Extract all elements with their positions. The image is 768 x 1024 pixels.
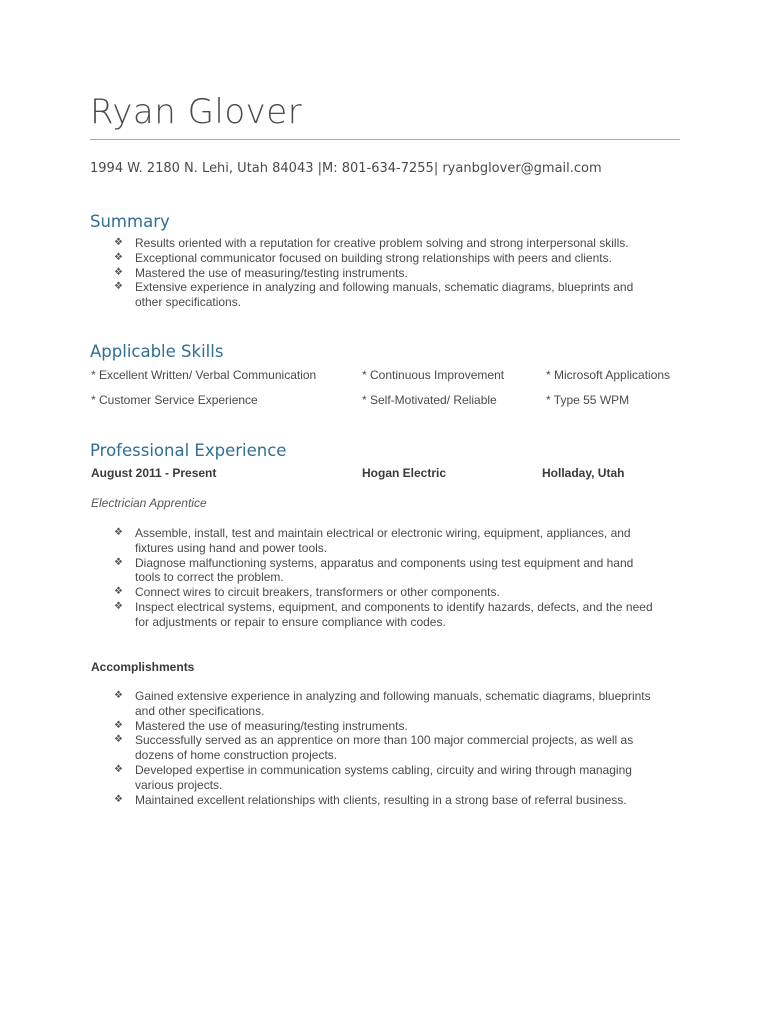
- diamond-bullet-icon: ❖: [114, 690, 123, 701]
- diamond-bullet-icon: ❖: [114, 793, 123, 805]
- diamond-bullet-icon: ❖: [114, 734, 123, 746]
- accomplishments-list: [114, 689, 651, 807]
- skill-item: * Excellent Written/ Verbal Communication: [91, 368, 317, 382]
- bullet-item: [114, 600, 653, 630]
- skill-item: * Self-Motivated/ Reliable: [362, 393, 497, 407]
- diamond-bullet-icon: ❖: [114, 600, 123, 612]
- diamond-bullet-icon: ❖: [114, 719, 123, 731]
- header-divider: [90, 139, 680, 140]
- skill-item: * Microsoft Applications: [546, 368, 671, 382]
- bullet-text-line: Extensive experience in analyzing and following manuals, schematic diagrams, blueprints and: [135, 280, 634, 295]
- duties-list: [114, 526, 653, 630]
- bullet-item: [114, 719, 651, 734]
- diamond-bullet-icon: ❖: [114, 266, 123, 278]
- bullet-item: [114, 266, 633, 281]
- bullet-text-line: Mastered the use of measuring/testing instruments.: [135, 718, 408, 733]
- bullet-item: [114, 763, 651, 793]
- bullet-text-line: Successfully served as an apprentice on more than 100 major commercial projects, as well as: [135, 733, 634, 748]
- diamond-bullet-icon: ❖: [114, 237, 123, 248]
- skill-item: * Type 55 WPM: [546, 393, 630, 407]
- bullet-text-line: Assemble, install, test and maintain electrical or electronic wiring, equipment, appliances, and: [135, 526, 631, 540]
- bullet-item: [114, 793, 651, 808]
- bullet-item: [114, 236, 633, 251]
- contact-line: 1994 W. 2180 N. Lehi, Utah 84043 |M: 801-634-7255| ryanbglover@gmail.com: [90, 161, 602, 176]
- bullet-item: [114, 585, 653, 600]
- bullet-text-line: Maintained excellent relationships with clients, resulting in a strong base of referral business.: [135, 792, 627, 807]
- bullet-text-line: Mastered the use of measuring/testing instruments.: [135, 265, 408, 280]
- bullet-text-line: Gained extensive experience in analyzing and following manuals, schematic diagrams, blueprints: [135, 689, 651, 703]
- bullet-text-line: Developed expertise in communication systems cabling, circuity and wiring through managing: [135, 762, 632, 777]
- bullet-text-line: Diagnose malfunctioning systems, apparatus and components using test equipment and hand: [135, 555, 634, 570]
- diamond-bullet-icon: ❖: [114, 556, 123, 568]
- bullet-item: [114, 556, 653, 586]
- bullet-item: [114, 689, 651, 719]
- bullet-text-line: Inspect electrical systems, equipment, and components to identify hazards, defects, and the need: [135, 599, 653, 614]
- skill-item: * Continuous Improvement: [362, 368, 505, 382]
- diamond-bullet-icon: ❖: [114, 251, 123, 263]
- job-company: Hogan Electric: [362, 466, 447, 480]
- job-title: Electrician Apprentice: [91, 496, 207, 510]
- job-location: Holladay, Utah: [542, 466, 625, 480]
- bullet-text-line: other specifications.: [135, 295, 242, 310]
- bullet-item: [114, 526, 653, 556]
- bullet-text-line: Results oriented with a reputation for creative problem solving and strong interpersonal skills.: [135, 236, 629, 250]
- bullet-item: [114, 733, 651, 763]
- bullet-text-line: tools to correct the problem.: [135, 570, 284, 585]
- job-dates: August 2011 - Present: [91, 466, 217, 480]
- bullet-text-line: dozens of home construction projects.: [135, 748, 338, 763]
- diamond-bullet-icon: ❖: [114, 763, 123, 775]
- skills-heading: Applicable Skills: [90, 342, 224, 361]
- skill-item: * Customer Service Experience: [91, 393, 258, 407]
- bullet-item: [114, 280, 633, 310]
- bullet-text-line: various projects.: [135, 777, 223, 792]
- bullet-text-line: Exceptional communicator focused on building strong relationships with peers and clients.: [135, 250, 612, 265]
- bullet-text-line: fixtures using hand and power tools.: [135, 540, 328, 555]
- resume-name: Ryan Glover: [90, 92, 303, 132]
- diamond-bullet-icon: ❖: [114, 281, 123, 293]
- diamond-bullet-icon: ❖: [114, 527, 123, 538]
- summary-heading: Summary: [90, 212, 170, 231]
- diamond-bullet-icon: ❖: [114, 586, 123, 598]
- experience-heading: Professional Experience: [90, 441, 287, 460]
- bullet-text-line: and other specifications.: [135, 703, 265, 718]
- accomplishments-heading: Accomplishments: [91, 660, 195, 674]
- bullet-item: [114, 251, 633, 266]
- summary-list: [114, 236, 633, 310]
- bullet-text-line: Connect wires to circuit breakers, transformers or other components.: [135, 585, 500, 600]
- bullet-text-line: for adjustments or repair to ensure compliance with codes.: [135, 614, 446, 629]
